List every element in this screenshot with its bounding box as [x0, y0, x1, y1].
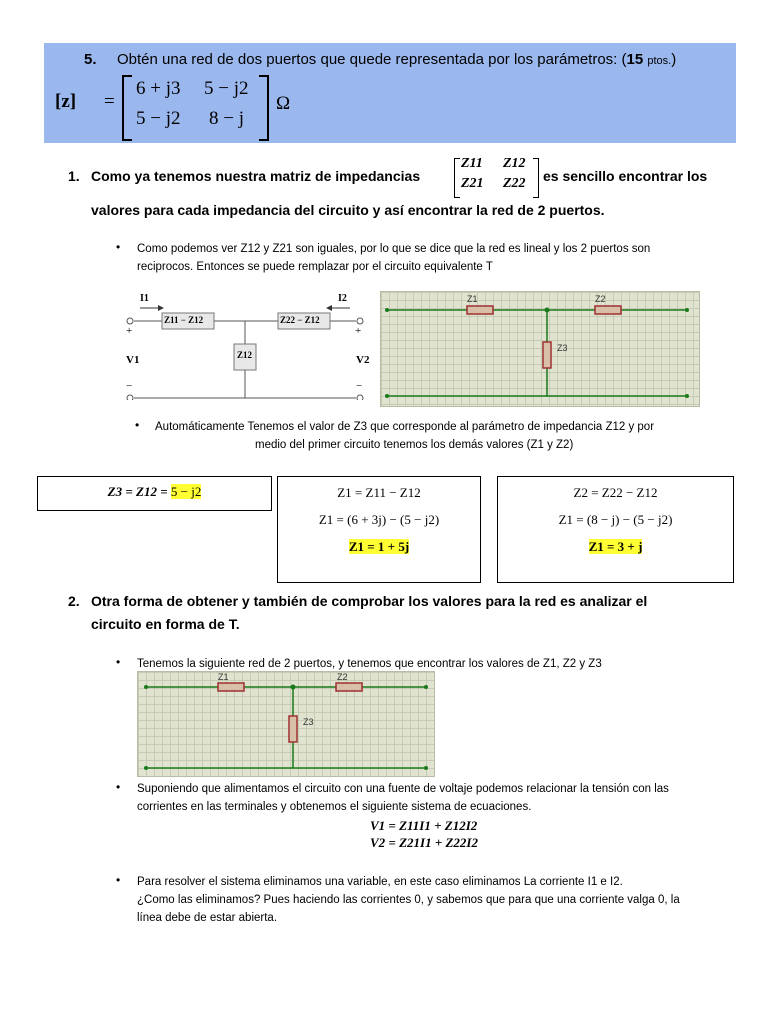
bullet-dot: •	[135, 418, 140, 432]
matrix-z12: Z12	[503, 156, 526, 171]
label-z1: Z1	[218, 672, 229, 682]
simulator-circuit-1	[380, 291, 700, 407]
z-right-label: Z22 − Z12	[280, 315, 320, 325]
matrix-cell-21: 5 − j2	[136, 108, 181, 129]
z1-substitution: Z1 = (6 + 3j) − (5 − j2)	[318, 512, 440, 527]
z-label: [z]	[55, 91, 77, 112]
section1-line1b: es sencillo encontrar los	[543, 168, 708, 184]
problem-statement: Obtén una red de dos puertos que quede representada por los parámetros: (15 ptos.)	[117, 51, 677, 68]
z3-result-highlight: 5 − j2	[170, 484, 202, 499]
t-circuit-diagram	[118, 288, 373, 400]
impedance-matrix-right-bracket	[533, 158, 539, 198]
z2-formula: Z2 = Z22 − Z12	[573, 485, 658, 500]
s2-bullet1: Tenemos la siguiente red de 2 puertos, y tenemos que encontrar los valores de Z1, Z2 y Z3	[137, 658, 602, 670]
current-i2-label: I2	[338, 293, 347, 304]
voltage-v1-label: V1	[126, 354, 140, 366]
section1-line2: valores para cada impedancia del circuito y así encontrar la red de 2 puertos.	[91, 202, 605, 218]
bullet-dot: •	[116, 873, 121, 887]
section2-line2: circuito en forma de T.	[91, 616, 240, 632]
points-unit: ptos.	[647, 55, 672, 67]
s1-bullet1-line1: Como podemos ver Z12 y Z21 son iguales, por lo que se dice que la red es lineal y los 2 puertos son	[137, 243, 651, 255]
bullet-dot: •	[116, 780, 121, 794]
z2-result-highlight: Z1 = 3 + j	[588, 539, 643, 554]
box-z1	[277, 476, 481, 583]
matrix-z22: Z22	[503, 176, 526, 191]
equation-v1: V1 = Z11I1 + Z12I2	[370, 818, 478, 833]
matrix-z21: Z21	[461, 176, 484, 191]
current-i1-label: I1	[140, 293, 149, 304]
label-z1: Z1	[467, 294, 478, 304]
simulator-circuit-2	[137, 671, 435, 777]
s2-bullet2-line2: corrientes en las terminales y obtenemos el siguiente sistema de ecuaciones.	[137, 801, 532, 813]
matrix-left-bracket	[122, 75, 132, 141]
z3-equation: Z3 = Z12 = 5 − j2	[107, 484, 202, 499]
matrix-z11: Z11	[461, 156, 483, 171]
section2-number: 2.	[68, 593, 80, 609]
s1-bullet2-line2: medio del primer circuito tenemos los demás valores (Z1 y Z2)	[255, 439, 574, 451]
points-number: 15	[626, 51, 644, 68]
equals-sign: =	[104, 91, 115, 112]
impedance-matrix-left-bracket	[454, 158, 460, 198]
z1-formula: Z1 = Z11 − Z12	[337, 485, 421, 500]
s1-bullet2-line1: Automáticamente Tenemos el valor de Z3 que corresponde al parámetro de impedancia Z12 y por	[155, 421, 655, 433]
section1-line1a: Como ya tenemos nuestra matriz de impedancias	[91, 168, 421, 184]
box-z2	[497, 476, 734, 583]
matrix-right-bracket	[259, 75, 269, 141]
z1-result-line	[278, 539, 480, 555]
label-z3: Z3	[303, 717, 314, 727]
ohm-unit: Ω	[276, 93, 291, 114]
minus-left: −	[126, 380, 133, 392]
section2-line1: Otra forma de obtener y también de comprobar los valores para la red es analizar el	[91, 593, 648, 609]
z-mid-label: Z12	[237, 350, 253, 360]
plus-left: +	[126, 325, 133, 337]
label-z2: Z2	[595, 294, 606, 304]
z1-result-highlight: Z1 = 1 + 5j	[348, 539, 410, 554]
matrix-cell-11: 6 + j3	[136, 78, 181, 99]
bullet-dot: •	[116, 655, 121, 669]
z2-substitution: Z1 = (8 − j) − (5 − j2)	[558, 512, 673, 527]
label-z3: Z3	[557, 343, 568, 353]
problem-number: 5.	[84, 51, 97, 68]
label-z2: Z2	[337, 672, 348, 682]
s2-bullet3-line2: ¿Como las eliminamos? Pues haciendo las corrientes 0, y sabemos que para que una corriente valga 0, la	[137, 894, 680, 906]
problem-statement-block	[44, 43, 736, 143]
matrix-cell-12: 5 − j2	[204, 78, 249, 99]
s2-bullet2-line1: Suponiendo que alimentamos el circuito con una fuente de voltaje podemos relacionar la tensión con las	[137, 783, 669, 795]
minus-right: −	[356, 380, 363, 392]
s2-bullet3-line3: línea debe de estar abierta.	[137, 912, 278, 924]
section1-number: 1.	[68, 168, 80, 184]
z2-result-line	[498, 539, 733, 555]
voltage-v2-label: V2	[356, 354, 370, 366]
equation-v2: V2 = Z21I1 + Z22I2	[370, 835, 478, 850]
z-left-label: Z11 − Z12	[164, 315, 204, 325]
bullet-dot: •	[116, 240, 121, 254]
s2-bullet3-line1: Para resolver el sistema eliminamos una variable, en este caso eliminamos La corriente I1 e I2.	[137, 876, 623, 888]
plus-right: +	[355, 325, 362, 337]
matrix-cell-22: 8 − j	[209, 108, 244, 129]
box-z3	[37, 476, 272, 511]
s1-bullet1-line2: reciprocos. Entonces se puede remplazar por el circuito equivalente T	[137, 261, 493, 273]
